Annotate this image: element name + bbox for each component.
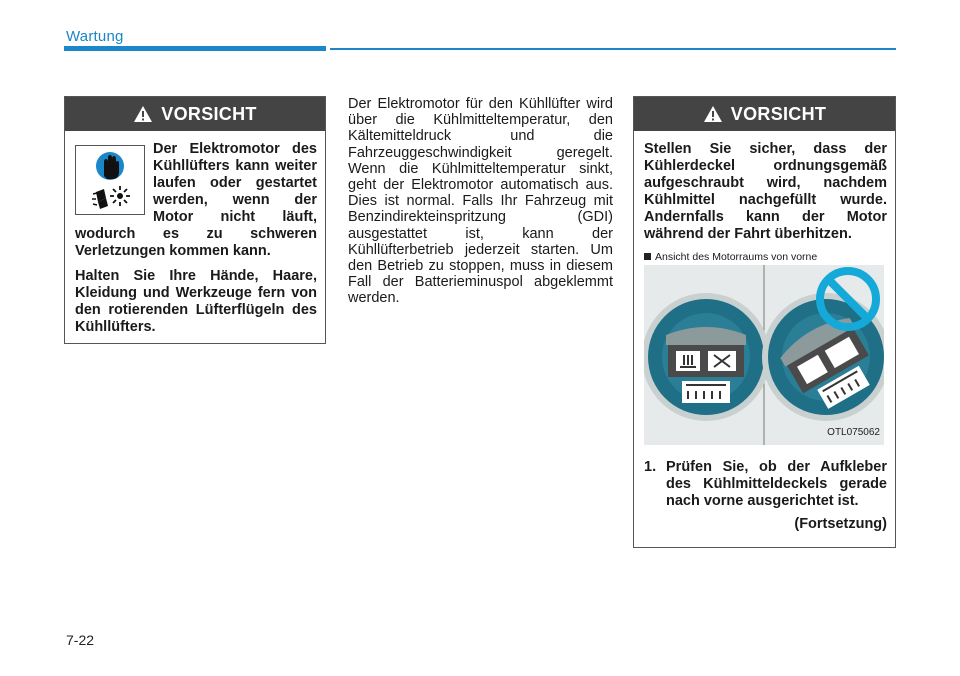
- warning-triangle-icon: [703, 105, 723, 123]
- caution-box-right: [633, 96, 896, 548]
- section-title: Wartung: [66, 28, 124, 45]
- hand-stop-icon: [96, 152, 124, 180]
- fan-hazard-icon: [92, 186, 130, 209]
- caution-paragraph-2: Halten Sie Ihre Hände, Haare, Kleidung und Werkzeuge fern von den rotierenden Lüfterflügeln des Kühllüfters.: [75, 268, 317, 335]
- figure: [644, 251, 887, 445]
- caution-box-left: [64, 96, 326, 344]
- step-text: Prüfen Sie, ob der Aufkleber des Kühlmitteldeckels gerade nach vorne ausgerichtet ist.: [666, 459, 887, 509]
- warning-triangle-icon: [133, 105, 153, 123]
- caution-paragraph-1: Der Elektromotor des Kühllüfters kann weiter laufen oder gestartet werden, wenn der Motor nicht läuft, wodurch es zu schweren Verletzungen kommen kann.: [75, 141, 317, 259]
- step-number: 1.: [644, 459, 657, 475]
- figure-code: OTL075062: [827, 427, 880, 438]
- caution-title: VORSICHT: [730, 103, 827, 124]
- page-number: 7-22: [66, 632, 95, 648]
- caution-header: [634, 97, 895, 131]
- figure-caption-text: Ansicht des Motorraums von vorne: [655, 251, 818, 263]
- header-rule-thick: [64, 46, 326, 51]
- caution-header: [65, 97, 325, 131]
- caution-icon-box: [75, 145, 145, 215]
- figure-image: [644, 265, 884, 445]
- body-paragraph: Der Elektromotor für den Kühllüfter wird über die Kühlmitteltemperatur, den Kältemitteldruck und die Fahrzeuggeschwindigkeit geregelt. Wenn die Kühlmitteltemperatur sinkt, geht der Elektromotor automatisch aus. Dies ist normal. Falls Ihr Fahrzeug mit Benzindirekteinspritzung (GDI) ausgestattet ist, kann der Kühllüfterbetrieb jederzeit starten. Um den Betrieb zu stoppen, muss in diesem Fall der Batterieminuspol abgeklemmt werden.: [348, 96, 613, 307]
- caution-title: VORSICHT: [161, 103, 257, 124]
- header-rule-thin: [330, 48, 896, 50]
- radiator-cap-correct-icon: [644, 293, 770, 421]
- figure-caption: [644, 251, 887, 263]
- step-1: [644, 459, 887, 510]
- caution-text: Stellen Sie sicher, dass der Kühlerdeckel ordnungsgemäß aufgeschraubt wird, nachdem Kühlmittel nachgefüllt wurde. Andernfalls kann der Motor während der Fahrt überhitzen.: [644, 141, 887, 242]
- continued-note: (Fortsetzung): [794, 516, 887, 532]
